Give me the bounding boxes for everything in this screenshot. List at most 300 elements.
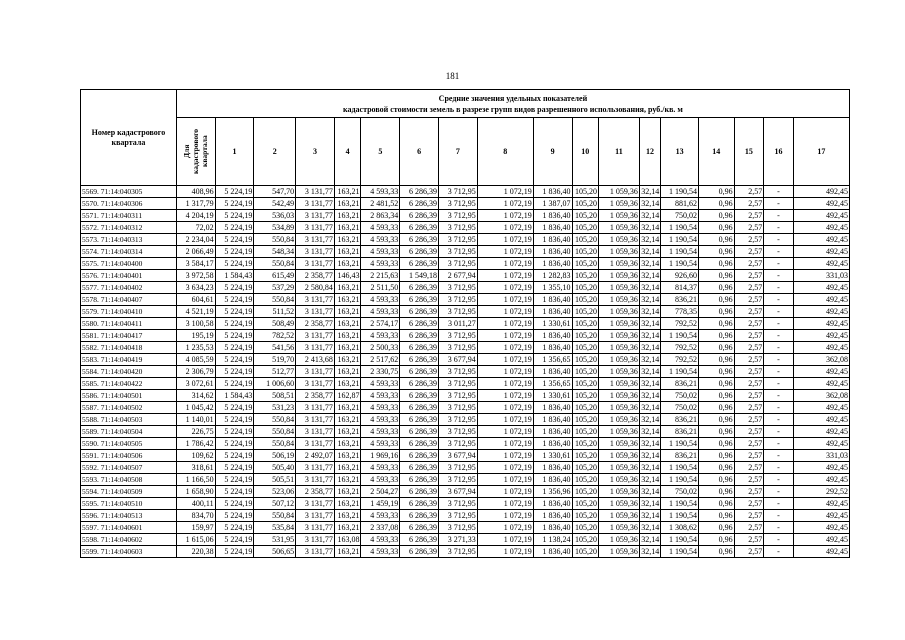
value-cell: 3 677,94 xyxy=(438,354,477,366)
table-row xyxy=(81,498,850,510)
value-cell: 1 059,36 xyxy=(599,318,640,330)
value-cell: 0,96 xyxy=(698,498,734,510)
value-cell: 507,12 xyxy=(254,498,296,510)
value-cell: 0,96 xyxy=(698,450,734,462)
value-cell: 2,57 xyxy=(734,210,764,222)
value-cell: 1 836,40 xyxy=(533,306,572,318)
value-cell: 5 224,19 xyxy=(215,186,254,198)
value-cell: 6 286,39 xyxy=(400,522,439,534)
value-cell: 408,96 xyxy=(176,186,215,198)
table-row xyxy=(81,354,850,366)
value-cell: 4 593,33 xyxy=(361,462,400,474)
value-cell: 220,38 xyxy=(176,546,215,558)
value-cell: 1 059,36 xyxy=(599,330,640,342)
value-cell: 531,95 xyxy=(254,534,296,546)
value-cell: 32,14 xyxy=(641,331,660,340)
value-cell: 163,21 xyxy=(334,318,361,330)
value-cell: 1 059,36 xyxy=(599,282,640,294)
value-cell: 32,14 xyxy=(641,511,660,520)
for-quarter-header: Для кадастрового квартала xyxy=(176,118,215,186)
value-cell: 5 224,19 xyxy=(215,414,254,426)
column-number-header: 17 xyxy=(793,118,849,186)
cadastral-quarter-cell: 5587. 71:14:040502 xyxy=(81,402,177,414)
cadastral-quarter-cell: 5581. 71:14:040417 xyxy=(81,330,177,342)
value-cell: 492,45 xyxy=(793,414,849,426)
value-cell: 32,14 xyxy=(641,547,660,556)
value-cell: 195,19 xyxy=(176,330,215,342)
cadastral-quarter-cell: 5590. 71:14:040505 xyxy=(81,438,177,450)
value-cell: 292,52 xyxy=(793,486,849,498)
value-cell: 2,57 xyxy=(734,378,764,390)
value-cell: 2 580,84 xyxy=(296,282,335,294)
value-cell: 2 337,08 xyxy=(361,522,400,534)
column-number-header: 14 xyxy=(698,118,734,186)
value-cell: 105,20 xyxy=(572,390,599,402)
table-row xyxy=(81,414,850,426)
value-cell: 163,21 xyxy=(334,438,361,450)
value-cell: 6 286,39 xyxy=(400,378,439,390)
value-cell: 2,57 xyxy=(734,306,764,318)
value-cell: 5 224,19 xyxy=(215,510,254,522)
value-cell: 163,21 xyxy=(334,186,361,198)
value-cell: 226,75 xyxy=(176,426,215,438)
value-cell: 3 712,95 xyxy=(438,342,477,354)
value-cell: 2 066,49 xyxy=(176,246,215,258)
value-cell: 3 712,95 xyxy=(438,186,477,198)
column-number-header: 16 xyxy=(764,118,794,186)
value-cell: 492,45 xyxy=(793,462,849,474)
value-cell: 1 072,19 xyxy=(477,222,533,234)
value-cell: 792,52 xyxy=(661,318,699,330)
value-cell: 492,45 xyxy=(793,198,849,210)
value-cell: 163,21 xyxy=(334,354,361,366)
value-cell: 1 059,36 xyxy=(599,246,640,258)
value-cell: 3 131,77 xyxy=(296,210,335,222)
column-number-header: 11 xyxy=(599,118,640,186)
value-cell: 1 969,16 xyxy=(361,450,400,462)
value-cell: 105,20 xyxy=(572,306,599,318)
value-cell: 32,14 xyxy=(641,451,660,460)
value-cell: 506,65 xyxy=(254,546,296,558)
value-cell: 2,57 xyxy=(734,450,764,462)
value-cell: 3 712,95 xyxy=(438,510,477,522)
value-cell: 1 059,36 xyxy=(599,450,640,462)
value-cell: 1 836,40 xyxy=(533,474,572,486)
value-cell: 1 059,36 xyxy=(599,186,640,198)
value-cell: 1 308,62 xyxy=(661,522,699,534)
value-cell: 5 224,19 xyxy=(215,318,254,330)
cadastral-quarter-cell: 5579. 71:14:040410 xyxy=(81,306,177,318)
value-cell: 1 584,43 xyxy=(215,390,254,402)
value-cell: 548,34 xyxy=(254,246,296,258)
cadastral-quarter-cell: 5585. 71:14:040422 xyxy=(81,378,177,390)
value-cell: 1 072,19 xyxy=(477,246,533,258)
value-cell: 3 131,77 xyxy=(296,462,335,474)
value-cell: 4 593,33 xyxy=(361,438,400,450)
value-cell: 3 712,95 xyxy=(438,258,477,270)
value-cell: 3 972,58 xyxy=(176,270,215,282)
value-cell: 5 224,19 xyxy=(215,210,254,222)
value-cell: 163,21 xyxy=(334,246,361,258)
column-number-row xyxy=(81,118,850,186)
value-cell: 1 658,90 xyxy=(176,486,215,498)
value-cell: 3 131,77 xyxy=(296,498,335,510)
value-cell: 2,57 xyxy=(734,546,764,558)
table-row xyxy=(81,402,850,414)
value-cell: 1 072,19 xyxy=(477,438,533,450)
value-cell: - xyxy=(764,210,794,222)
cadastral-quarter-cell: 5584. 71:14:040420 xyxy=(81,366,177,378)
value-cell: 105,20 xyxy=(572,246,599,258)
column-number-header: 15 xyxy=(734,118,764,186)
value-cell: 6 286,39 xyxy=(400,246,439,258)
value-cell: 1 072,19 xyxy=(477,318,533,330)
value-cell: 105,20 xyxy=(572,474,599,486)
value-cell: 0,96 xyxy=(698,534,734,546)
value-cell: 163,21 xyxy=(334,450,361,462)
value-cell: 1 059,36 xyxy=(599,546,640,558)
value-cell: 3 712,95 xyxy=(438,222,477,234)
value-cell: 3 712,95 xyxy=(438,306,477,318)
value-cell: 2,57 xyxy=(734,498,764,510)
value-cell: 492,45 xyxy=(793,222,849,234)
value-cell: - xyxy=(764,342,794,354)
value-cell: 2,57 xyxy=(734,318,764,330)
value-cell: 1 059,36 xyxy=(599,198,640,210)
value-cell: 3 131,77 xyxy=(296,342,335,354)
value-cell: 3 712,95 xyxy=(438,198,477,210)
value-cell: 6 286,39 xyxy=(400,402,439,414)
value-cell: 5 224,19 xyxy=(215,450,254,462)
column-number-header: 4 xyxy=(334,118,361,186)
cadastral-quarter-cell: 5582. 71:14:040418 xyxy=(81,342,177,354)
value-cell: 492,45 xyxy=(793,342,849,354)
value-cell: 163,21 xyxy=(334,282,361,294)
value-cell: 492,45 xyxy=(793,438,849,450)
value-cell: 615,49 xyxy=(254,270,296,282)
value-cell: 492,45 xyxy=(793,318,849,330)
value-cell: 32,14 xyxy=(641,187,660,196)
cadastral-quarter-cell: 5576. 71:14:040401 xyxy=(81,270,177,282)
value-cell: 162,87 xyxy=(334,390,361,402)
value-cell: 534,89 xyxy=(254,222,296,234)
value-cell: 4 593,33 xyxy=(361,330,400,342)
value-cell: 511,52 xyxy=(254,306,296,318)
value-cell: 1 072,19 xyxy=(477,546,533,558)
value-cell: 2,57 xyxy=(734,258,764,270)
value-cell: 1 072,19 xyxy=(477,354,533,366)
value-cell: 32,14 xyxy=(641,199,660,208)
value-cell: 105,20 xyxy=(572,186,599,198)
value-cell: 836,21 xyxy=(661,414,699,426)
value-cell: 3 712,95 xyxy=(438,234,477,246)
column-number-header: 10 xyxy=(572,118,599,186)
value-cell: 1 059,36 xyxy=(599,294,640,306)
value-cell: 2,57 xyxy=(734,222,764,234)
value-cell: 1 836,40 xyxy=(533,426,572,438)
value-cell: 1 059,36 xyxy=(599,498,640,510)
table-row xyxy=(81,510,850,522)
value-cell: 3 131,77 xyxy=(296,402,335,414)
value-cell: - xyxy=(764,306,794,318)
value-cell: 1 072,19 xyxy=(477,282,533,294)
value-cell: 1 836,40 xyxy=(533,366,572,378)
value-cell: 1 072,19 xyxy=(477,510,533,522)
value-cell: 4 204,19 xyxy=(176,210,215,222)
value-cell: 792,52 xyxy=(661,354,699,366)
value-cell: 2,57 xyxy=(734,510,764,522)
value-cell: 531,23 xyxy=(254,402,296,414)
value-cell: 2 330,75 xyxy=(361,366,400,378)
value-cell: 6 286,39 xyxy=(400,426,439,438)
value-cell: 1 072,19 xyxy=(477,342,533,354)
value-cell: 1 059,36 xyxy=(599,306,640,318)
value-cell: 0,96 xyxy=(698,426,734,438)
value-cell: 1 072,19 xyxy=(477,186,533,198)
table-row xyxy=(81,366,850,378)
table-body xyxy=(81,186,850,558)
value-cell: 1 059,36 xyxy=(599,474,640,486)
value-cell: 32,14 xyxy=(641,499,660,508)
cadastral-quarter-cell: 5588. 71:14:040503 xyxy=(81,414,177,426)
value-cell: 105,20 xyxy=(572,522,599,534)
value-cell: 0,96 xyxy=(698,462,734,474)
value-cell: 2 358,77 xyxy=(296,270,335,282)
value-cell: 6 286,39 xyxy=(400,534,439,546)
value-cell: 2 234,04 xyxy=(176,234,215,246)
value-cell: 492,45 xyxy=(793,210,849,222)
value-cell: 1 059,36 xyxy=(599,342,640,354)
cadastral-value-table xyxy=(80,89,850,558)
value-cell: 105,20 xyxy=(572,330,599,342)
value-cell: 6 286,39 xyxy=(400,498,439,510)
value-cell: 163,21 xyxy=(334,330,361,342)
value-cell: 6 286,39 xyxy=(400,354,439,366)
value-cell: 2,57 xyxy=(734,462,764,474)
value-cell: 2,57 xyxy=(734,390,764,402)
table-row xyxy=(81,222,850,234)
value-cell: 1 190,54 xyxy=(661,498,699,510)
value-cell: 782,52 xyxy=(254,330,296,342)
value-cell: 0,96 xyxy=(698,474,734,486)
column-number-header: 6 xyxy=(400,118,439,186)
value-cell: 0,96 xyxy=(698,342,734,354)
cadastral-quarter-cell: 5569. 71:14:040305 xyxy=(81,186,177,198)
value-cell: 1 006,60 xyxy=(254,378,296,390)
value-cell: 3 100,58 xyxy=(176,318,215,330)
cadastral-quarter-cell: 5595. 71:14:040510 xyxy=(81,498,177,510)
cadastral-quarter-cell: 5594. 71:14:040509 xyxy=(81,486,177,498)
value-cell: 1 836,40 xyxy=(533,294,572,306)
value-cell: 1 836,40 xyxy=(533,210,572,222)
value-cell: 3 712,95 xyxy=(438,474,477,486)
value-cell: 750,02 xyxy=(661,402,699,414)
table-row xyxy=(81,270,850,282)
value-cell: 105,20 xyxy=(572,234,599,246)
value-cell: 547,70 xyxy=(254,186,296,198)
value-cell: - xyxy=(764,270,794,282)
value-cell: 4 521,19 xyxy=(176,306,215,318)
value-cell: 3 131,77 xyxy=(296,522,335,534)
value-cell: 1 072,19 xyxy=(477,390,533,402)
value-cell: 6 286,39 xyxy=(400,330,439,342)
value-cell: 1 190,54 xyxy=(661,222,699,234)
value-cell: 492,45 xyxy=(793,294,849,306)
value-cell: 1 059,36 xyxy=(599,270,640,282)
value-cell: 32,14 xyxy=(641,259,660,268)
value-cell: 4 085,59 xyxy=(176,354,215,366)
value-cell: 1 836,40 xyxy=(533,462,572,474)
value-cell: - xyxy=(764,510,794,522)
value-cell: 4 593,33 xyxy=(361,258,400,270)
value-cell: 3 712,95 xyxy=(438,414,477,426)
value-cell: 163,21 xyxy=(334,342,361,354)
value-cell: 881,62 xyxy=(661,198,699,210)
value-cell: 3 131,77 xyxy=(296,534,335,546)
table-row xyxy=(81,462,850,474)
value-cell: 1 190,54 xyxy=(661,474,699,486)
column-number-header: 12 xyxy=(639,118,660,186)
value-cell: 550,84 xyxy=(254,258,296,270)
value-cell: 3 131,77 xyxy=(296,414,335,426)
value-cell: 1 190,54 xyxy=(661,258,699,270)
value-cell: 1 459,19 xyxy=(361,498,400,510)
cadastral-quarter-cell: 5580. 71:14:040411 xyxy=(81,318,177,330)
value-cell: 492,45 xyxy=(793,330,849,342)
value-cell: 3 712,95 xyxy=(438,294,477,306)
value-cell: 0,96 xyxy=(698,318,734,330)
value-cell: 163,21 xyxy=(334,426,361,438)
value-cell: 1 059,36 xyxy=(599,522,640,534)
value-cell: 3 131,77 xyxy=(296,426,335,438)
value-cell: 32,14 xyxy=(641,367,660,376)
value-cell: 1 330,61 xyxy=(533,390,572,402)
value-cell: 6 286,39 xyxy=(400,222,439,234)
table-row xyxy=(81,294,850,306)
value-cell: 5 224,19 xyxy=(215,426,254,438)
value-cell: - xyxy=(764,534,794,546)
value-cell: 314,62 xyxy=(176,390,215,402)
value-cell: 0,96 xyxy=(698,294,734,306)
value-cell: 6 286,39 xyxy=(400,450,439,462)
value-cell: 105,20 xyxy=(572,258,599,270)
value-cell: 163,21 xyxy=(334,498,361,510)
value-cell: 6 286,39 xyxy=(400,258,439,270)
value-cell: 3 131,77 xyxy=(296,306,335,318)
value-cell: 1 387,07 xyxy=(533,198,572,210)
value-cell: 32,14 xyxy=(641,247,660,256)
value-cell: 6 286,39 xyxy=(400,234,439,246)
value-cell: 163,21 xyxy=(334,462,361,474)
value-cell: 105,20 xyxy=(572,270,599,282)
cadastral-quarter-cell: 5592. 71:14:040507 xyxy=(81,462,177,474)
value-cell: 5 224,19 xyxy=(215,222,254,234)
value-cell: 6 286,39 xyxy=(400,486,439,498)
value-cell: 505,40 xyxy=(254,462,296,474)
value-cell: 6 286,39 xyxy=(400,294,439,306)
value-cell: 163,21 xyxy=(334,210,361,222)
value-cell: 105,20 xyxy=(572,222,599,234)
value-cell: 2 504,27 xyxy=(361,486,400,498)
value-cell: 508,49 xyxy=(254,318,296,330)
value-cell: 1 836,40 xyxy=(533,342,572,354)
value-cell: 163,21 xyxy=(334,414,361,426)
cadastral-quarter-cell: 5598. 71:14:040602 xyxy=(81,534,177,546)
value-cell: 400,11 xyxy=(176,498,215,510)
value-cell: 1 836,40 xyxy=(533,186,572,198)
value-cell: 0,96 xyxy=(698,246,734,258)
table-row xyxy=(81,450,850,462)
value-cell: 3 712,95 xyxy=(438,246,477,258)
value-cell: 1 072,19 xyxy=(477,462,533,474)
value-cell: 3 131,77 xyxy=(296,186,335,198)
value-cell: 550,84 xyxy=(254,414,296,426)
value-cell: 3 712,95 xyxy=(438,282,477,294)
table-row xyxy=(81,306,850,318)
value-cell: 6 286,39 xyxy=(400,210,439,222)
value-cell: 362,08 xyxy=(793,354,849,366)
value-cell: 1 190,54 xyxy=(661,234,699,246)
table-row xyxy=(81,438,850,450)
value-cell: 163,21 xyxy=(334,306,361,318)
value-cell: 1 140,01 xyxy=(176,414,215,426)
value-cell: 32,14 xyxy=(641,535,660,544)
value-cell: 2,57 xyxy=(734,474,764,486)
value-cell: - xyxy=(764,402,794,414)
cadastral-quarter-cell: 5583. 71:14:040419 xyxy=(81,354,177,366)
value-cell: 1 190,54 xyxy=(661,366,699,378)
value-cell: 105,20 xyxy=(572,462,599,474)
value-cell: 5 224,19 xyxy=(215,498,254,510)
value-cell: 1 072,19 xyxy=(477,270,533,282)
value-cell: 1 072,19 xyxy=(477,534,533,546)
value-cell: 0,96 xyxy=(698,414,734,426)
value-cell: 508,51 xyxy=(254,390,296,402)
table-row xyxy=(81,330,850,342)
value-cell: 159,97 xyxy=(176,522,215,534)
value-cell: 4 593,33 xyxy=(361,378,400,390)
value-cell: 105,20 xyxy=(572,486,599,498)
value-cell: 2,57 xyxy=(734,402,764,414)
value-cell: - xyxy=(764,498,794,510)
value-cell: 163,08 xyxy=(334,534,361,546)
value-cell: 3 131,77 xyxy=(296,474,335,486)
value-cell: 0,96 xyxy=(698,258,734,270)
value-cell: 512,77 xyxy=(254,366,296,378)
value-cell: 331,03 xyxy=(793,450,849,462)
value-cell: 0,96 xyxy=(698,354,734,366)
value-cell: 1 317,79 xyxy=(176,198,215,210)
value-cell: 1 072,19 xyxy=(477,402,533,414)
value-cell: 32,14 xyxy=(641,391,660,400)
value-cell: 5 224,19 xyxy=(215,306,254,318)
value-cell: 109,62 xyxy=(176,450,215,462)
value-cell: 4 593,33 xyxy=(361,390,400,402)
value-cell: 3 131,77 xyxy=(296,258,335,270)
value-cell: 3 712,95 xyxy=(438,390,477,402)
value-cell: 0,96 xyxy=(698,186,734,198)
value-cell: 1 166,50 xyxy=(176,474,215,486)
value-cell: 492,45 xyxy=(793,510,849,522)
value-cell: 3 712,95 xyxy=(438,498,477,510)
column-number-header: 13 xyxy=(661,118,699,186)
value-cell: 1 836,40 xyxy=(533,330,572,342)
value-cell: 2,57 xyxy=(734,282,764,294)
table-row xyxy=(81,246,850,258)
value-cell: 6 286,39 xyxy=(400,198,439,210)
value-cell: 105,20 xyxy=(572,534,599,546)
value-cell: 3 712,95 xyxy=(438,426,477,438)
